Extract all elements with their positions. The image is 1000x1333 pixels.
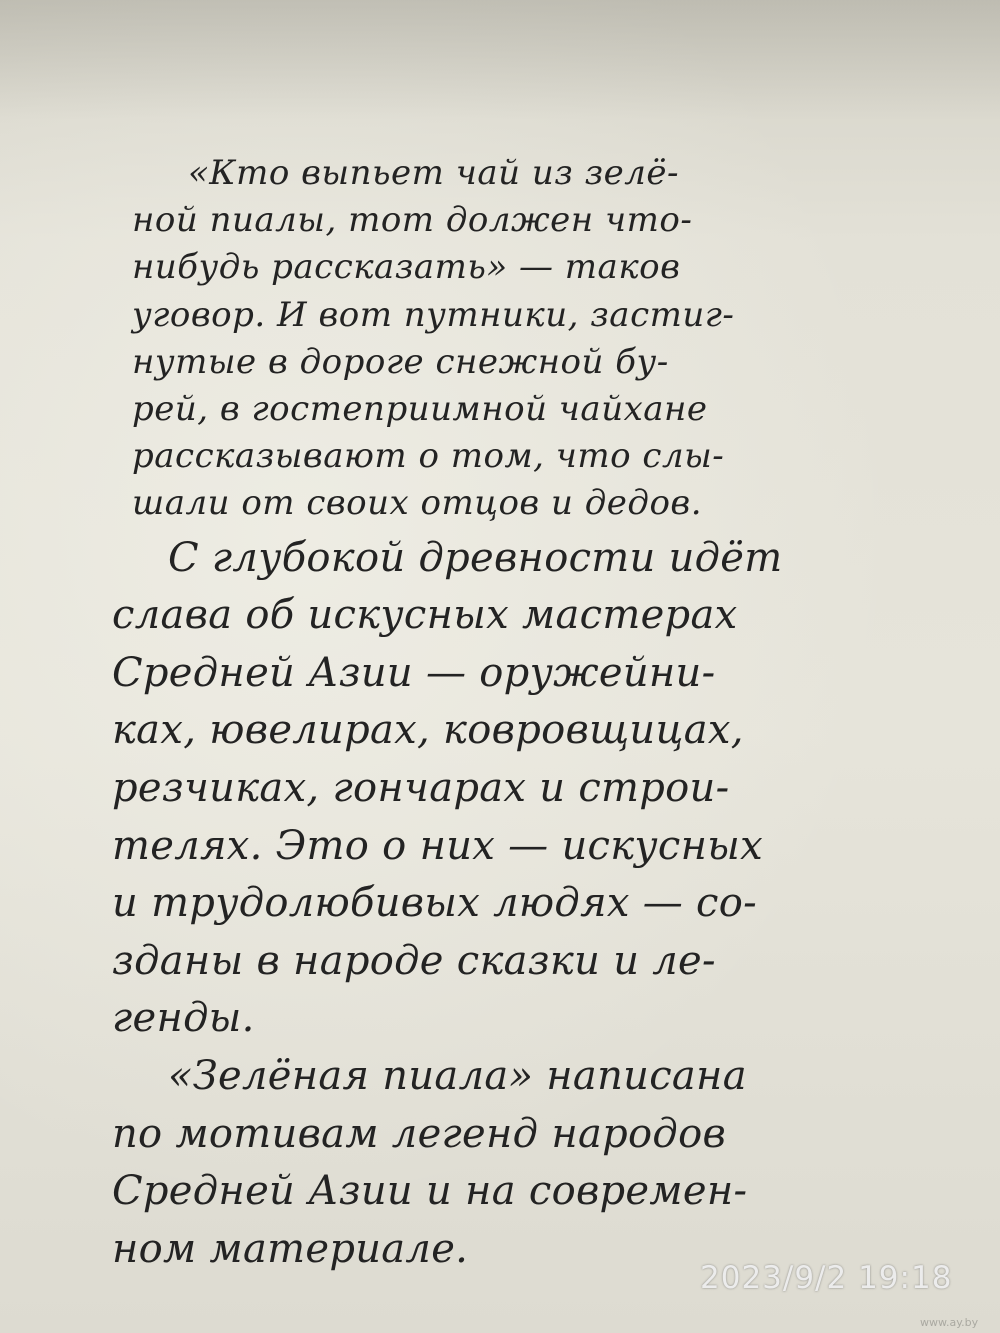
photo-timestamp: 2023/9/2 19:18 — [700, 1260, 953, 1296]
text-line: «Кто выпьет чай из зелё- — [188, 153, 679, 193]
text-line: рассказывают о том, что слы- — [132, 436, 725, 477]
page-shadow — [0, 0, 1000, 120]
text-line: резчиках, гончарах и строи- — [112, 765, 730, 811]
text-line: и трудолюбивых людях — со- — [112, 880, 757, 927]
text-line: рей, в гостеприимной чайхане — [132, 389, 708, 430]
text-line: «Зелёная пиала» написана — [168, 1052, 747, 1099]
text-line: нибудь рассказать» — таков — [132, 247, 681, 288]
text-line: уговор. И вот путники, застиг- — [132, 294, 735, 335]
text-line: Средней Азии — оружейни- — [112, 649, 716, 696]
text-line: Средней Азии и на современ- — [112, 1168, 748, 1215]
site-watermark: www.ay.by — [920, 1316, 979, 1329]
text-line: зданы в народе сказки и ле- — [112, 937, 716, 984]
text-line: слава об искусных мастерах — [112, 592, 738, 639]
paragraph-1 — [132, 150, 852, 528]
text-line: ном материале. — [112, 1225, 469, 1272]
annotation-text — [112, 150, 852, 1278]
text-line: по мотивам легенд народов — [112, 1110, 727, 1157]
text-line: ках, ювелирах, ковровщицах, — [112, 707, 744, 754]
text-line: ной пиалы, тот должен что- — [132, 200, 693, 241]
text-line: телях. Это о них — искусных — [112, 822, 764, 869]
text-line: шали от своих отцов и дедов. — [132, 483, 703, 524]
text-line: генды. — [112, 995, 255, 1042]
paragraph-2 — [112, 530, 852, 1048]
paragraph-3 — [112, 1048, 852, 1278]
text-line: нутые в дороге снежной бу- — [132, 341, 669, 382]
text-line: С глубокой древности идёт — [168, 534, 783, 581]
